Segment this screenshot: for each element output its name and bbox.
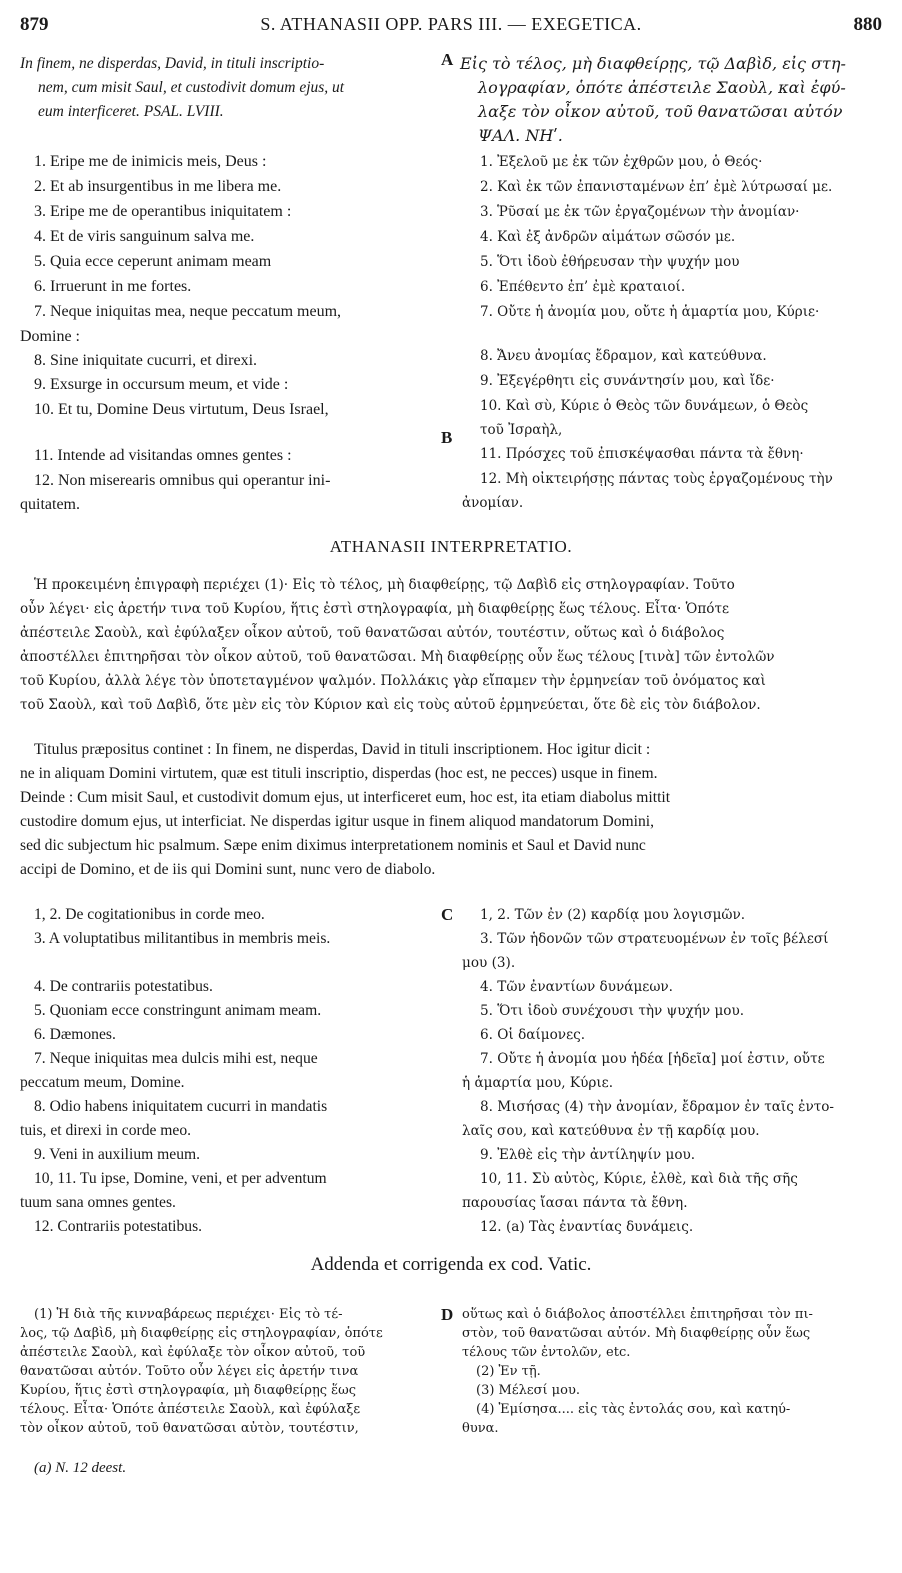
verse-latin: 5. Quia ecce ceperunt animam meam (34, 253, 272, 270)
verse-latin: 12. Non miserearis omnibus qui operantur ini- (34, 472, 331, 489)
interpretatio-latin-line: sed dic subjectum hic psalmum. Sæpe enim diximus interpretationem nominis et Saul et David nunc (20, 837, 646, 854)
verse-greek: ἀνομίαν. (462, 495, 524, 511)
verse-latin: 6. Irruerunt in me fortes. (34, 278, 192, 295)
commentary-latin-line: tuum sana omnes gentes. (20, 1194, 176, 1211)
psalm-title-greek-line: Εἰς τὸ τέλος, μὴ διαφθείρῃς, τῷ Δαβὶδ, εἰς στη- (460, 54, 846, 73)
commentary-greek-line: 10, 11. Σὺ αὐτὸς, Κύριε, ἐλθὲ, καὶ διὰ τῆς σῆς (480, 1171, 798, 1187)
running-header (20, 14, 882, 40)
verse-greek: 3. Ῥῦσαί με ἐκ τῶν ἐργαζομένων τὴν ἀνομίαν· (480, 204, 800, 220)
addenda-title: Addenda et corrigenda ex cod. Vatic. (310, 1254, 592, 1275)
addenda-note-line: (3) Μέλεσί μου. (476, 1383, 580, 1398)
commentary-greek-line: 6. Οἱ δαίμονες. (480, 1027, 586, 1043)
addenda-note-line: (4) Ἐμίσησα.... εἰς τὰς ἐντολάς σου, καὶ κατηύ- (476, 1402, 791, 1417)
commentary-greek-line: 5. Ὅτι ἰδοὺ συνέχουσι τὴν ψυχήν μου. (480, 1003, 745, 1019)
margin-marker-c: C (441, 905, 454, 924)
addenda-note-line: θανατῶσαι αὐτόν. Τοῦτο οὖν λέγει εἰς ἀρετήν τινα (20, 1364, 359, 1379)
commentary-latin-line: 9. Veni in auxilium meum. (34, 1146, 201, 1163)
verse-greek: 5. Ὅτι ἰδοὺ ἐθήρευσαν τὴν ψυχήν μου (480, 254, 740, 270)
commentary-latin-line: 1, 2. De cogitationibus in corde meo. (34, 906, 265, 923)
commentary-latin-line: 6. Dæmones. (34, 1026, 116, 1043)
psalm-title-latin-line: In finem, ne disperdas, David, in tituli inscriptio- (20, 55, 325, 72)
interpretatio-greek-line: τοῦ Κυρίου, ἀλλὰ λέγε τὸν ὑποτεταγμένον ψαλμόν. Πολλάκις γὰρ εἴπαμεν τὴν ἑρμηνείαν τοῦ ὀνόματος καὶ (20, 673, 766, 689)
verse-latin: 2. Et ab insurgentibus in me libera me. (34, 178, 282, 195)
interpretatio-title: ATHANASII INTERPRETATIO. (329, 537, 573, 556)
verse-greek: 7. Οὔτε ἡ ἀνομία μου, οὔτε ἡ ἁμαρτία μου, Κύριε· (480, 304, 820, 320)
commentary-latin-line: 8. Odio habens iniquitatem cucurri in mandatis (34, 1098, 328, 1115)
commentary-greek-line: 9. Ἐλθὲ εἰς τὴν ἀντίληψίν μου. (480, 1147, 696, 1163)
interpretatio-greek-line: τοῦ Σαοὺλ, καὶ τοῦ Δαβὶδ, ὅτε μὲν εἰς τὸν Κύριον καὶ εἰς τοὺς αὐτοῦ ἑρμηνεύεται, ὅτε δὲ εἰς τὸν διάβολον. (20, 697, 761, 713)
interpretatio-greek-line: ἀπέστειλε Σαοὺλ, καὶ ἐφύλαξεν οἶκον αὐτοῦ, τοῦ θανατῶσαι αὐτόν, τουτέστιν, οὕτως καὶ ὁ διάβολος (20, 625, 725, 641)
commentary-latin-line: 10, 11. Tu ipse, Domine, veni, et per adventum (34, 1170, 327, 1187)
commentary-greek-line: μου (3). (462, 955, 516, 971)
verse-greek: 1. Ἐξελοῦ με ἐκ τῶν ἐχθρῶν μου, ὁ Θεός· (480, 154, 763, 170)
interpretatio-latin-line: custodire domum ejus, ut interficiat. Ne disperdas igitur usque in finem aliquod mandatorum Domini, (20, 813, 655, 830)
commentary-greek-line: 8. Μισήσας (4) τὴν ἀνομίαν, ἔδραμον ἐν ταῖς ἐντο- (480, 1099, 835, 1115)
commentary-latin-line: tuis, et direxi in corde meo. (20, 1122, 192, 1139)
verse-latin: 11. Intende ad visitandas omnes gentes : (34, 447, 292, 464)
addenda-note-line: θυνα. (462, 1421, 499, 1436)
verse-latin: 1. Eripe me de inimicis meis, Deus : (34, 153, 267, 170)
interpretatio-greek-line: οὖν λέγει· εἰς ἀρετήν τινα τοῦ Κυρίου, ἥτις ἐστὶ στηλογραφία, μὴ διαφθείρῃς ἕως τέλους. Εἶτα· Ὁπότε (20, 601, 730, 617)
margin-marker-b: B (441, 428, 453, 447)
verse-greek: 2. Καὶ ἐκ τῶν ἐπανισταμένων ἐπ’ ἐμὲ λύτρωσαί με. (480, 179, 833, 195)
verse-latin: quitatem. (20, 496, 80, 513)
commentary-latin-line: 7. Neque iniquitas mea dulcis mihi est, neque (34, 1050, 318, 1067)
commentary-greek-line: λαῖς σου, καὶ κατεύθυνα ἐν τῇ καρδίᾳ μου. (462, 1123, 760, 1139)
margin-marker-a: A (441, 50, 454, 69)
verse-greek: τοῦ Ἰσραὴλ, (480, 422, 563, 438)
psalm-title-greek-line: λαξε τὸν οἶκον αὐτοῦ, τοῦ θανατῶσαι αὐτόν (478, 102, 843, 121)
addenda-note-line: στὸν, τοῦ θανατῶσαι αὐτόν. Μὴ διαφθείρῃς οὖν ἕως (462, 1326, 811, 1341)
addenda-note-line: λος, τῷ Δαβὶδ, μὴ διαφθείρῃς εἰς στηλογραφίαν, ὁπότε (20, 1326, 383, 1341)
interpretatio-greek-line: Ἡ προκειμένη ἐπιγραφὴ περιέχει (1)· Εἰς τὸ τέλος, μὴ διαφθείρῃς, τῷ Δαβὶδ εἰς στηλογραφίαν. Τοῦτο (34, 577, 735, 593)
interpretatio-latin-line: Deinde : Cum misit Saul, et custodivit domum ejus, ut interficeret eum, hoc est, ita etiam diabolus mittit (20, 789, 671, 806)
addenda-note-line: τὸν οἶκον αὐτοῦ, τοῦ θανατῶσαι αὐτὸν, τουτέστιν, (20, 1421, 359, 1436)
page-number-right: 880 (853, 14, 882, 35)
interpretatio-greek-line: ἀποστέλλει ἐπιτηρῆσαι τὸν οἶκον αὐτοῦ, τοῦ θανατῶσαι. Μὴ διαφθείρῃς οὖν ἕως τέλους [τινὰ] τῶν ἐντολῶν (20, 649, 775, 665)
footnote: (a) N. 12 deest. (34, 1460, 127, 1476)
commentary-latin-line: 12. Contrariis potestatibus. (34, 1218, 203, 1235)
addenda-note-line: οὕτως καὶ ὁ διάβολος ἀποστέλλει ἐπιτηρῆσαι τὸν πι- (462, 1307, 813, 1322)
commentary-latin-line: 3. A voluptatibus militantibus in membris meis. (34, 930, 331, 947)
addenda-note-line: (2) Ἐν τῇ. (476, 1364, 541, 1379)
commentary-greek-line: 12. (a) Τὰς ἐναντίας δυνάμεις. (480, 1219, 694, 1235)
verse-greek: 6. Ἐπέθεντο ἐπ’ ἐμὲ κραταιοί. (480, 279, 686, 295)
commentary-latin-line: peccatum meum, Domine. (20, 1074, 185, 1091)
verse-latin: 4. Et de viris sanguinum salva me. (34, 228, 255, 245)
page-number-left: 879 (20, 14, 49, 35)
psalm-title-latin-line: eum interficeret. PSAL. LVIII. (38, 103, 224, 120)
commentary-greek-line: ἡ ἁμαρτία μου, Κύριε. (462, 1075, 614, 1091)
addenda-note-line: τέλους τῶν ἐντολῶν, etc. (462, 1345, 631, 1360)
running-title: S. ATHANASII OPP. PARS III. — EXEGETICA. (260, 14, 642, 34)
commentary-latin-line: 4. De contrariis potestatibus. (34, 978, 213, 995)
verse-greek: 11. Πρόσχες τοῦ ἐπισκέψασθαι πάντα τὰ ἔθνη· (480, 446, 804, 462)
verse-latin: 3. Eripe me de operantibus iniquitatem : (34, 203, 292, 220)
verse-latin: 8. Sine iniquitate cucurri, et direxi. (34, 352, 258, 369)
verse-latin: Domine : (20, 328, 80, 345)
psalm-title-latin-line: nem, cum misit Saul, et custodivit domum ejus, ut (38, 79, 345, 96)
addenda-note-line: τέλους. Εἶτα· Ὁπότε ἀπέστειλε Σαοὺλ, καὶ ἐφύλαξε (20, 1402, 361, 1417)
interpretatio-latin-line: accipi de Domino, et de iis qui Domini sunt, nunc vero de diabolo. (20, 861, 436, 878)
verse-greek: 4. Καὶ ἐξ ἀνδρῶν αἱμάτων σῶσόν με. (480, 229, 736, 245)
addenda-note-line: ἀπέστειλε Σαοὺλ, καὶ ἐφύλαξε τὸν οἶκον αὐτοῦ, τοῦ (20, 1345, 366, 1360)
interpretatio-latin-line: ne in aliquam Domini virtutem, quæ est tituli inscriptio, disperdas (hoc est, ne pecces) usque in finem. (20, 765, 658, 782)
addenda-note-line: Κυρίου, ἥτις ἐστὶ στηλογραφία, μὴ διαφθείρῃς ἕως (20, 1383, 357, 1398)
commentary-greek-line: παρουσίας ἴασαι πάντα τὰ ἔθνη. (462, 1195, 688, 1211)
verse-greek: 12. Μὴ οἰκτειρήσῃς πάντας τοὺς ἐργαζομένους τὴν (480, 471, 833, 487)
psalm-title-greek-line: λογραφίαν, ὁπότε ἀπέστειλε Σαοὺλ, καὶ ἐφύ- (478, 78, 846, 97)
verse-latin: 10. Et tu, Domine Deus virtutum, Deus Israel, (34, 401, 329, 418)
commentary-greek-line: 4. Τῶν ἐναντίων δυνάμεων. (480, 979, 673, 995)
interpretatio-latin-line: Titulus præpositus continet : In finem, ne disperdas, David in tituli inscriptionem. Hoc igitur dicit : (34, 741, 651, 758)
commentary-latin-line: 5. Quoniam ecce constringunt animam meam. (34, 1002, 322, 1019)
margin-marker-d: D (441, 1305, 454, 1324)
verse-latin: 7. Neque iniquitas mea, neque peccatum meum, (34, 303, 342, 320)
addenda-note-line: (1) Ἡ διὰ τῆς κινναβάρεως περιέχει· Εἰς τὸ τέ- (34, 1307, 343, 1322)
commentary-greek-line: 7. Οὔτε ἡ ἀνομία μου ἡδέα [ἡδεῖα] μοί ἐστιν, οὔτε (480, 1051, 825, 1067)
verse-latin: 9. Exsurge in occursum meum, et vide : (34, 376, 289, 393)
psalm-title-greek-line: ΨΑΛ. ΝΗʹ. (478, 126, 563, 145)
verse-greek: 10. Καὶ σὺ, Κύριε ὁ Θεὸς τῶν δυνάμεων, ὁ Θεὸς (480, 398, 809, 414)
verse-greek: 9. Ἐξεγέρθητι εἰς συνάντησίν μου, καὶ ἴδε· (480, 373, 775, 389)
verse-greek: 8. Ἄνευ ἀνομίας ἔδραμον, καὶ κατεύθυνα. (480, 348, 767, 364)
commentary-greek-line: 3. Τῶν ἡδονῶν τῶν στρατευομένων ἐν τοῖς βέλεσί (480, 931, 829, 947)
commentary-greek-line: 1, 2. Τῶν ἐν (2) καρδίᾳ μου λογισμῶν. (480, 907, 746, 923)
